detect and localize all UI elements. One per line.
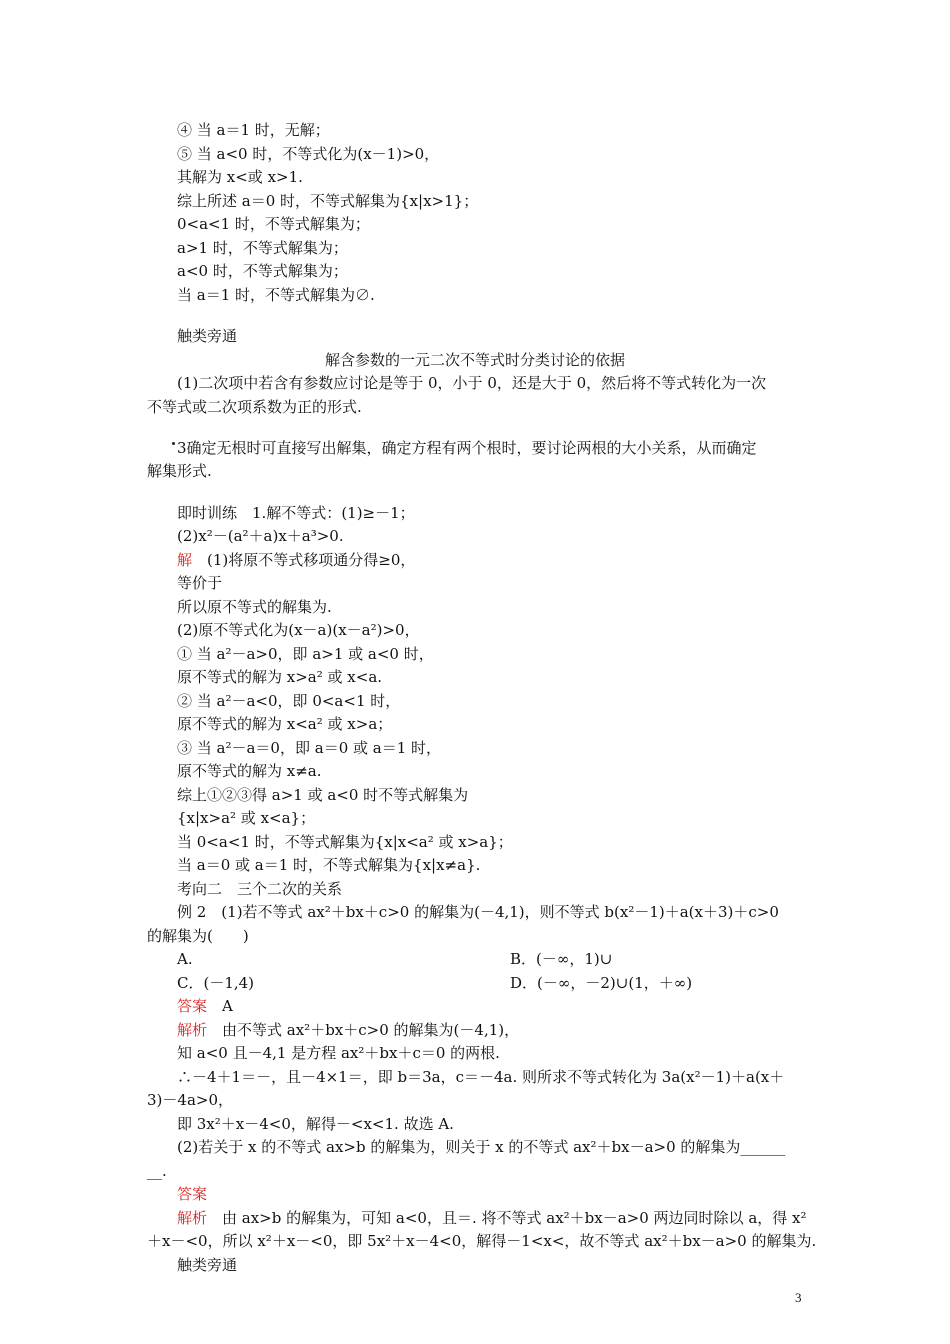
- analysis-line: [177, 1019, 519, 1041]
- text-line: 解集形式.: [147, 462, 212, 480]
- text-line: ④ 当 a＝1 时，无解；: [177, 121, 330, 139]
- stray-dot: [172, 442, 175, 445]
- text-line: ∴－4＋1＝－，且－4×1＝，即 b＝3a，c＝－4a. 则所求不等式转化为 3a(x²－1)＋a(x＋: [177, 1068, 785, 1086]
- answer-line: [177, 995, 233, 1017]
- answer-label: 答案: [177, 997, 208, 1015]
- text-line: 原不等式的解为 x<a² 或 x>a；: [177, 715, 393, 733]
- solution-label: 解: [177, 551, 193, 569]
- section-heading: 考向二 三个二次的关系: [177, 880, 343, 898]
- text-line: 3确定无根时可直接写出解集，确定方程有两个根时，要讨论两根的大小关系，从而确定: [177, 439, 757, 457]
- solution-line: [177, 549, 415, 571]
- section-label: 触类旁通: [177, 1256, 238, 1274]
- text-line: 原不等式的解为 x≠a.: [177, 762, 322, 780]
- text-line: 当 0<a<1 时，不等式解集为{x|x<a² 或 x>a}；: [177, 833, 513, 851]
- answer-value: A: [207, 997, 233, 1015]
- text-line: 0<a<1 时，不等式解集为；: [177, 215, 370, 233]
- text-line: ① 当 a²－a>0，即 a>1 或 a<0 时，: [177, 645, 434, 663]
- analysis2-text: 由 ax>b 的解集为，可知 a<0，且＝. 将不等式 ax²＋bx－a>0 两边同时除以 a，得 x²: [207, 1209, 807, 1227]
- text-line: 其解为 x<或 x>1.: [177, 168, 303, 186]
- rule-title: 解含参数的一元二次不等式时分类讨论的依据: [324, 351, 625, 369]
- text-line: 综上①②③得 a>1 或 a<0 时不等式解集为: [177, 786, 469, 804]
- analysis2-line: [177, 1207, 807, 1229]
- text-line: 综上所述 a＝0 时，不等式解集为{x|x>1}；: [177, 192, 479, 210]
- text-line: (2)x²－(a²＋a)x＋a³>0.: [177, 527, 344, 545]
- text-line: 当 a＝1 时，不等式解集为∅.: [177, 286, 375, 304]
- text-line: ② 当 a²－a<0，即 0<a<1 时，: [177, 692, 401, 710]
- text-line: ⑤ 当 a<0 时，不等式化为(x－1)>0，: [177, 145, 440, 163]
- text-line: (2)若关于 x 的不等式 ax>b 的解集为，则关于 x 的不等式 ax²＋bx－a>0 的解集为______: [177, 1138, 786, 1156]
- analysis2-label: 解析: [177, 1209, 208, 1227]
- text-line: 所以原不等式的解集为.: [177, 598, 332, 616]
- text-line: 3)－4a>0，: [147, 1091, 233, 1109]
- text-line: ③ 当 a²－a＝0，即 a＝0 或 a＝1 时，: [177, 739, 442, 757]
- text-line: {x|x>a² 或 x<a}；: [177, 809, 316, 827]
- text-line: __.: [147, 1162, 167, 1180]
- section-label: 触类旁通: [177, 327, 238, 345]
- analysis-text: 由不等式 ax²＋bx＋c>0 的解集为(－4,1)，: [207, 1021, 520, 1039]
- analysis-label: 解析: [177, 1021, 208, 1039]
- practice-title: 即时训练 1.解不等式：(1)≥－1；: [177, 504, 415, 522]
- text-line: 等价于: [177, 574, 223, 592]
- text-line: (1)二次项中若含有参数应讨论是等于 0，小于 0，还是大于 0，然后将不等式转化为一次: [177, 374, 767, 392]
- solution-text: (1)将原不等式移项通分得≥0，: [192, 551, 416, 569]
- text-line: 的解集为( ): [147, 927, 249, 945]
- page-number: 3: [795, 1290, 802, 1305]
- text-line: 例 2 (1)若不等式 ax²＋bx＋c>0 的解集为(－4,1)，则不等式 b(x²－1)＋a(x＋3)＋c>0: [177, 903, 779, 921]
- option-a: A.: [177, 950, 193, 968]
- text-line: 知 a<0 且－4,1 是方程 ax²＋bx＋c＝0 的两根.: [177, 1044, 500, 1062]
- text-line: a>1 时，不等式解集为；: [177, 239, 348, 257]
- option-c: C．(－1,4): [177, 974, 255, 992]
- text-line: 当 a＝0 或 a＝1 时，不等式解集为{x|x≠a}.: [177, 856, 481, 874]
- option-d: D．(－∞，－2)∪(1，＋∞): [510, 974, 693, 992]
- text-line: ＋x－<0，所以 x²＋x－<0，即 5x²＋x－4<0，解得－1<x<，故不等式 ax²＋bx－a>0 的解集为.: [147, 1232, 817, 1250]
- text-line: 不等式或二次项系数为正的形式.: [147, 398, 362, 416]
- answer2-label: 答案: [177, 1185, 208, 1203]
- text-line: 原不等式的解为 x>a² 或 x<a.: [177, 668, 383, 686]
- text-line: 即 3x²＋x－4<0，解得－<x<1. 故选 A.: [177, 1115, 454, 1133]
- text-line: a<0 时，不等式解集为；: [177, 262, 348, 280]
- text-line: (2)原不等式化为(x－a)(x－a²)>0，: [177, 621, 420, 639]
- option-b: B．(－∞，1)∪: [510, 950, 613, 968]
